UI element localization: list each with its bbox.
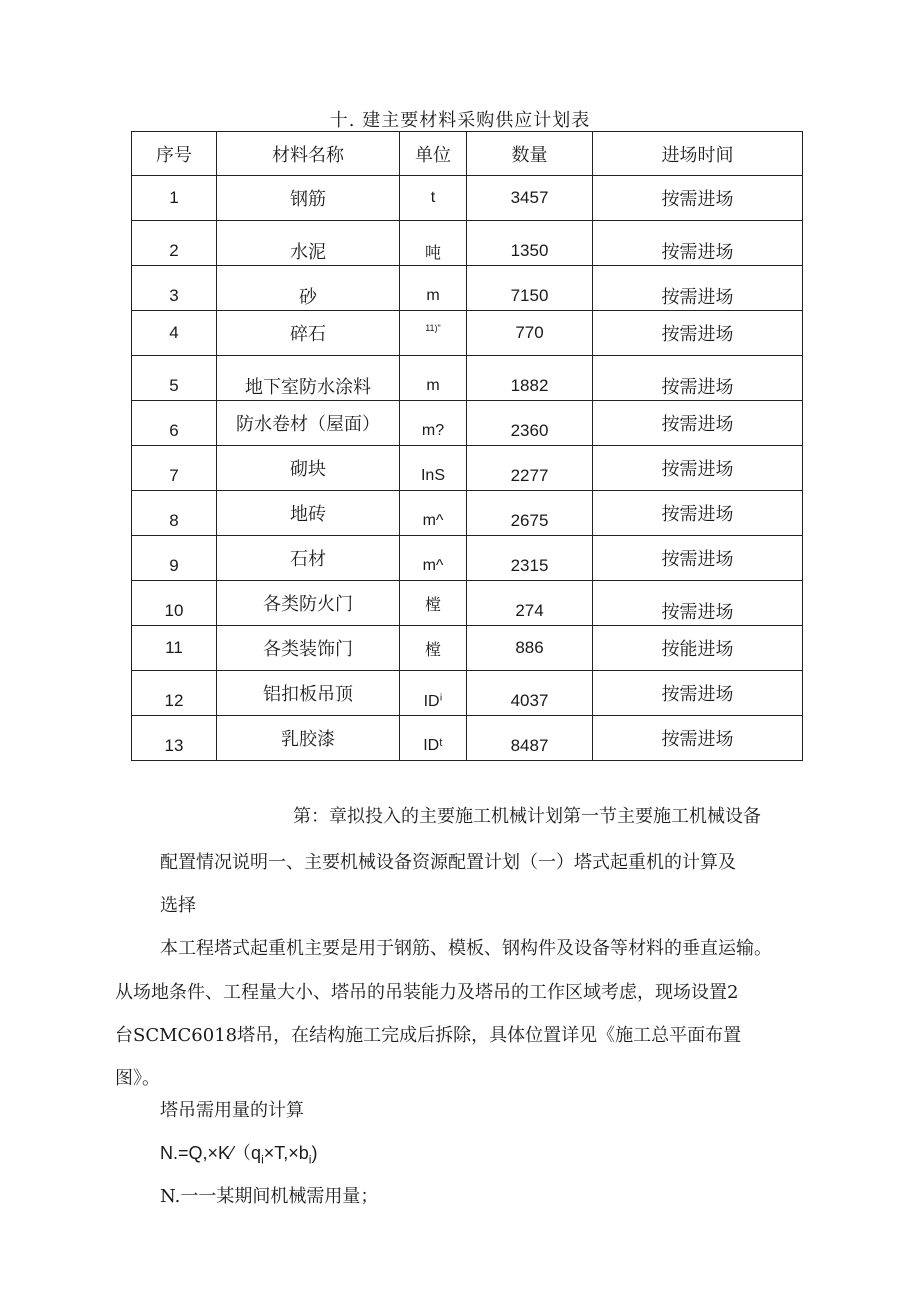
row-no: 2 [169, 241, 179, 260]
row-name: 石材 [217, 536, 400, 581]
row-name: 砂 [299, 287, 317, 308]
table-row [132, 716, 803, 761]
table-row [132, 581, 803, 626]
row-unit: m [426, 287, 440, 304]
row-time: 按需进场 [593, 176, 803, 221]
row-no: 13 [164, 736, 184, 755]
table-title: 十. 建主要材料采购供应计划表 [329, 110, 591, 131]
formula-sub-2: i [308, 1152, 312, 1167]
row-no: 8 [169, 511, 179, 530]
row-qty: 8487 [510, 736, 549, 755]
row-time: 按需进场 [593, 491, 803, 536]
para1-line1: 第：章拟投入的主要施工机械计划第一节主要施工机械设备 [293, 806, 761, 827]
row-time: 按需进场 [661, 602, 734, 623]
para2-line1: 本工程塔式起重机主要是用于钢筋、模板、钢构件及设备等材料的垂直运输。 [160, 938, 772, 959]
row-no: 9 [169, 556, 179, 575]
table-row [132, 356, 803, 401]
row-name: 防水卷材（屋面） [217, 401, 400, 446]
header-unit: 单位 [400, 132, 467, 176]
row-name: 各类防火门 [217, 581, 400, 626]
header-name: 材料名称 [217, 132, 400, 176]
para2-line2: 从场地条件、工程量大小、塔吊的吊装能力及塔吊的工作区域考虑，现场设置2 [115, 982, 739, 1003]
row-qty: 1350 [510, 241, 549, 260]
materials-table [131, 131, 803, 761]
table-header-row [132, 132, 803, 176]
row-no: 1 [132, 176, 217, 221]
row-time: 按需进场 [593, 716, 803, 761]
definition-line: N.一一某期间机械需用量； [160, 1186, 379, 1207]
row-unit: InS [420, 467, 445, 484]
row-unit: 樘 [400, 626, 467, 671]
para2-line3: 台SCMC6018塔吊，在结构施工完成后拆除，具体位置详见《施工总平面布置 [115, 1025, 742, 1046]
row-name: 各类装饰门 [217, 626, 400, 671]
row-no: 6 [169, 421, 179, 440]
para1-line2: 配置情况说明一、主要机械设备资源配置计划（一）塔式起重机的计算及 [160, 852, 736, 873]
row-time: 按需进场 [661, 242, 734, 263]
row-unit: m [426, 377, 440, 394]
table-row [132, 671, 803, 716]
row-qty: 4037 [510, 691, 549, 710]
row-unit: m^ [422, 512, 444, 529]
table-row [132, 491, 803, 536]
row-unit: 11)" [425, 323, 441, 334]
row-time: 按需进场 [661, 377, 734, 398]
row-name: 地砖 [217, 491, 400, 536]
row-name: 钢筋 [217, 176, 400, 221]
row-unit: IDᵗ [423, 737, 443, 754]
table-row [132, 266, 803, 311]
row-no: 10 [164, 601, 184, 620]
row-name: 碎石 [217, 311, 400, 356]
row-time: 按需进场 [593, 401, 803, 446]
header-qty: 数量 [467, 132, 593, 176]
row-unit: 樘 [400, 581, 467, 626]
row-qty: 2675 [510, 511, 549, 530]
row-unit: 吨 [424, 244, 441, 262]
table-row [132, 311, 803, 356]
row-qty: 2360 [510, 421, 549, 440]
formula [160, 1142, 317, 1171]
row-no: 5 [169, 376, 179, 395]
row-name: 乳胶漆 [217, 716, 400, 761]
row-qty: 2315 [510, 556, 549, 575]
row-no: 4 [132, 311, 217, 356]
row-time: 按需进场 [593, 446, 803, 491]
row-qty: 2277 [510, 466, 549, 485]
row-qty: 7150 [510, 286, 549, 305]
row-name: 水泥 [290, 242, 326, 263]
row-unit: t [400, 176, 467, 221]
row-name: 地下室防水涂料 [245, 377, 371, 398]
row-time: 按需进场 [593, 311, 803, 356]
header-seq: 序号 [132, 132, 217, 176]
row-qty: 770 [467, 311, 593, 356]
row-time: 按需进场 [593, 671, 803, 716]
table-row [132, 446, 803, 491]
para2-line4: 图》。 [115, 1068, 160, 1089]
table-row [132, 221, 803, 266]
formula-lhs: N.=Q,×K⁄（q [160, 1143, 262, 1163]
row-time: 按需进场 [593, 536, 803, 581]
row-name: 铝扣板吊顶 [217, 671, 400, 716]
subheading: 塔吊需用量的计算 [160, 1100, 304, 1121]
row-qty: 886 [467, 626, 593, 671]
row-qty: 1882 [510, 376, 549, 395]
table-row [132, 176, 803, 221]
header-time: 进场时间 [593, 132, 803, 176]
row-name: 砌块 [217, 446, 400, 491]
table-row [132, 626, 803, 671]
para1-line3: 选择 [160, 895, 196, 916]
row-time: 按能进场 [593, 626, 803, 671]
row-no: 7 [169, 466, 179, 485]
formula-mid: ×T,×b [263, 1143, 309, 1163]
row-time: 按需进场 [661, 287, 734, 308]
row-unit: IDⁱ [423, 693, 443, 710]
formula-rhs: ) [311, 1143, 318, 1163]
row-no: 3 [169, 286, 179, 305]
table-row [132, 401, 803, 446]
row-unit: m^ [422, 557, 444, 574]
row-qty: 3457 [467, 176, 593, 221]
row-unit: m? [421, 422, 445, 439]
row-no: 11 [132, 626, 217, 671]
row-qty: 274 [515, 601, 544, 620]
formula-sub-1: i [261, 1152, 264, 1167]
row-no: 12 [164, 691, 184, 710]
table-row [132, 536, 803, 581]
